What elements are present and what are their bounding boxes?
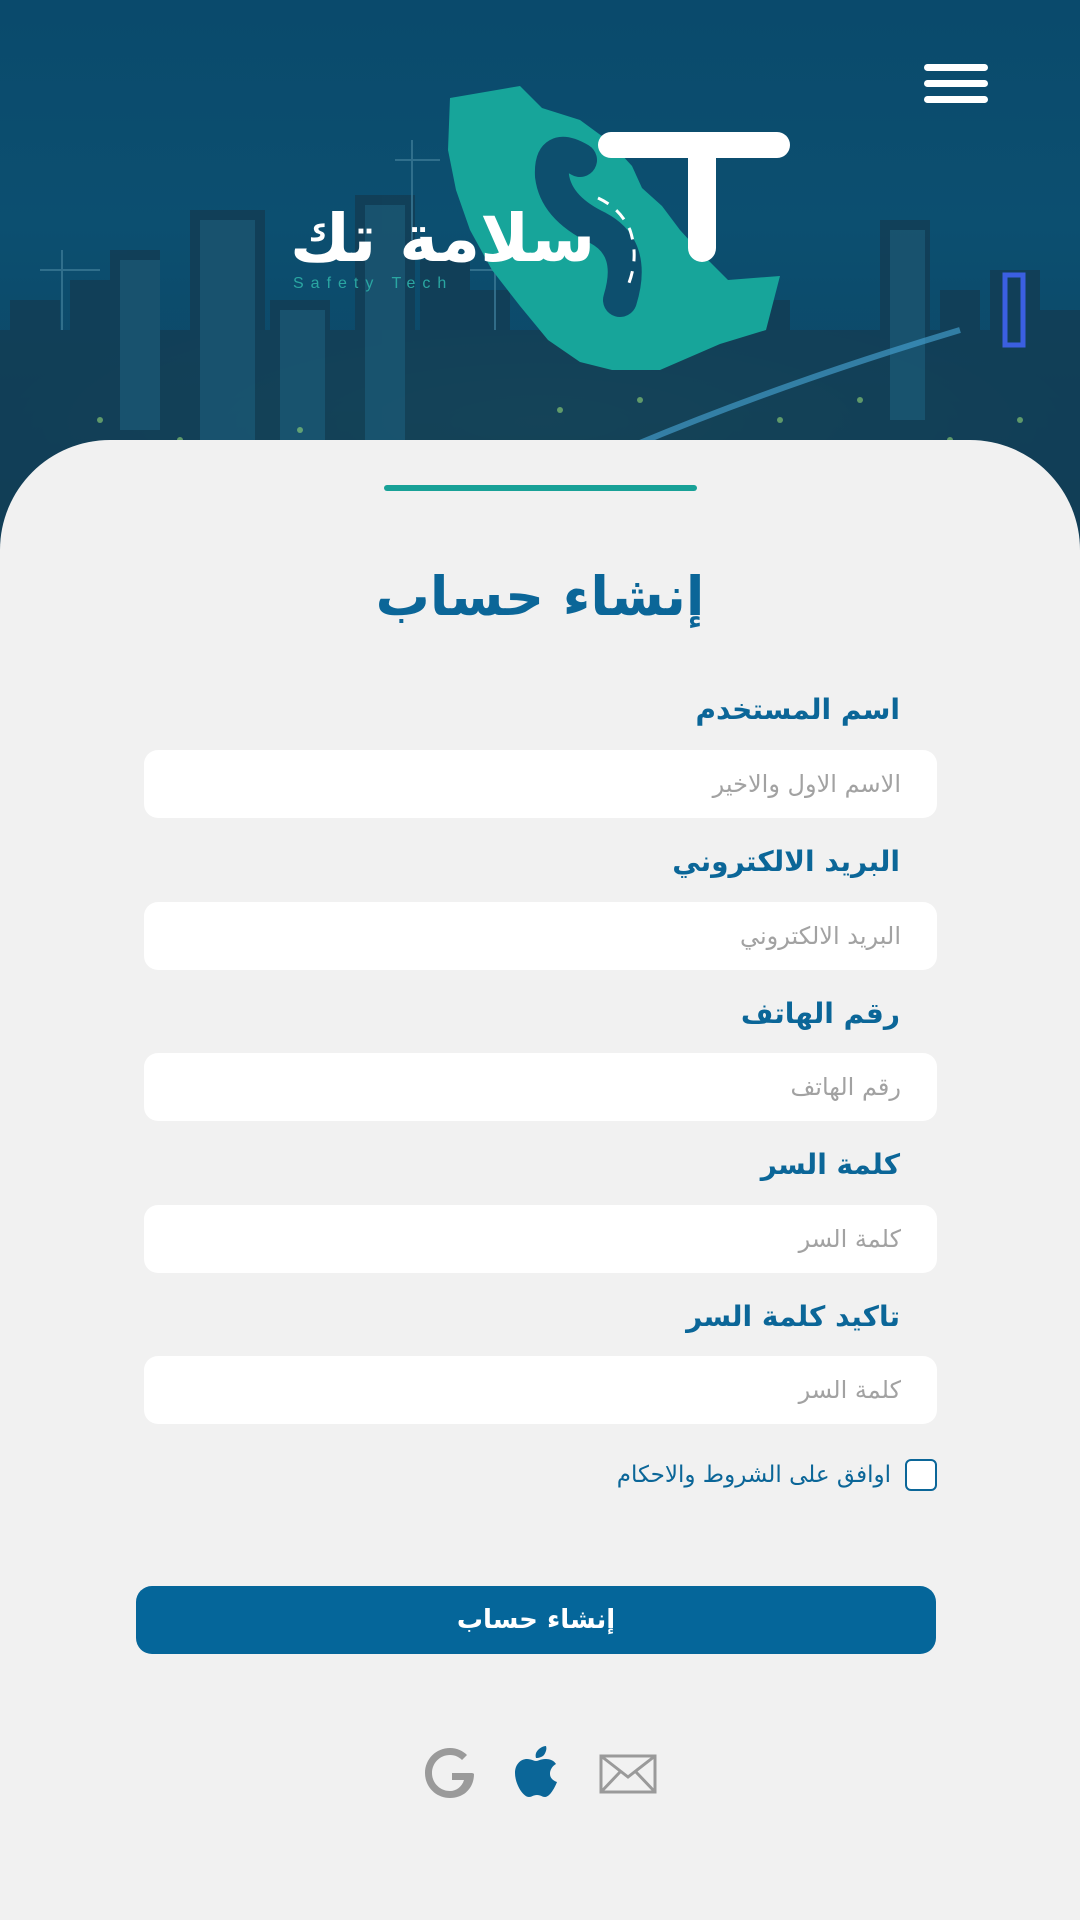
confirm-password-label: تاكيد كلمة السر [686,1300,900,1333]
brand-name: سلامة تك [290,200,596,277]
email-input[interactable] [144,902,937,970]
password-label: كلمة السر [760,1148,900,1181]
hamburger-menu-icon[interactable] [920,58,992,110]
apple-icon[interactable] [510,1745,570,1801]
signup-card [0,440,1080,1920]
terms-row [617,1459,937,1491]
password-input[interactable] [144,1205,937,1273]
phone-input[interactable] [144,1053,937,1121]
create-account-button[interactable]: إنشاء حساب [136,1586,936,1654]
email-label: البريد الالكتروني [672,845,900,878]
google-icon[interactable] [420,1745,480,1801]
terms-label[interactable]: اوافق على الشروط والاحكام [616,1462,891,1488]
username-input[interactable] [144,750,937,818]
username-label: اسم المستخدم [695,693,900,726]
terms-checkbox[interactable] [905,1459,937,1491]
sheet-handle[interactable] [384,485,697,491]
brand-tagline: Safety Tech [293,275,454,292]
page-title: إنشاء حساب [375,565,705,628]
phone-label: رقم الهاتف [740,997,900,1030]
email-icon[interactable] [598,1745,658,1801]
confirm-password-input[interactable] [144,1356,937,1424]
